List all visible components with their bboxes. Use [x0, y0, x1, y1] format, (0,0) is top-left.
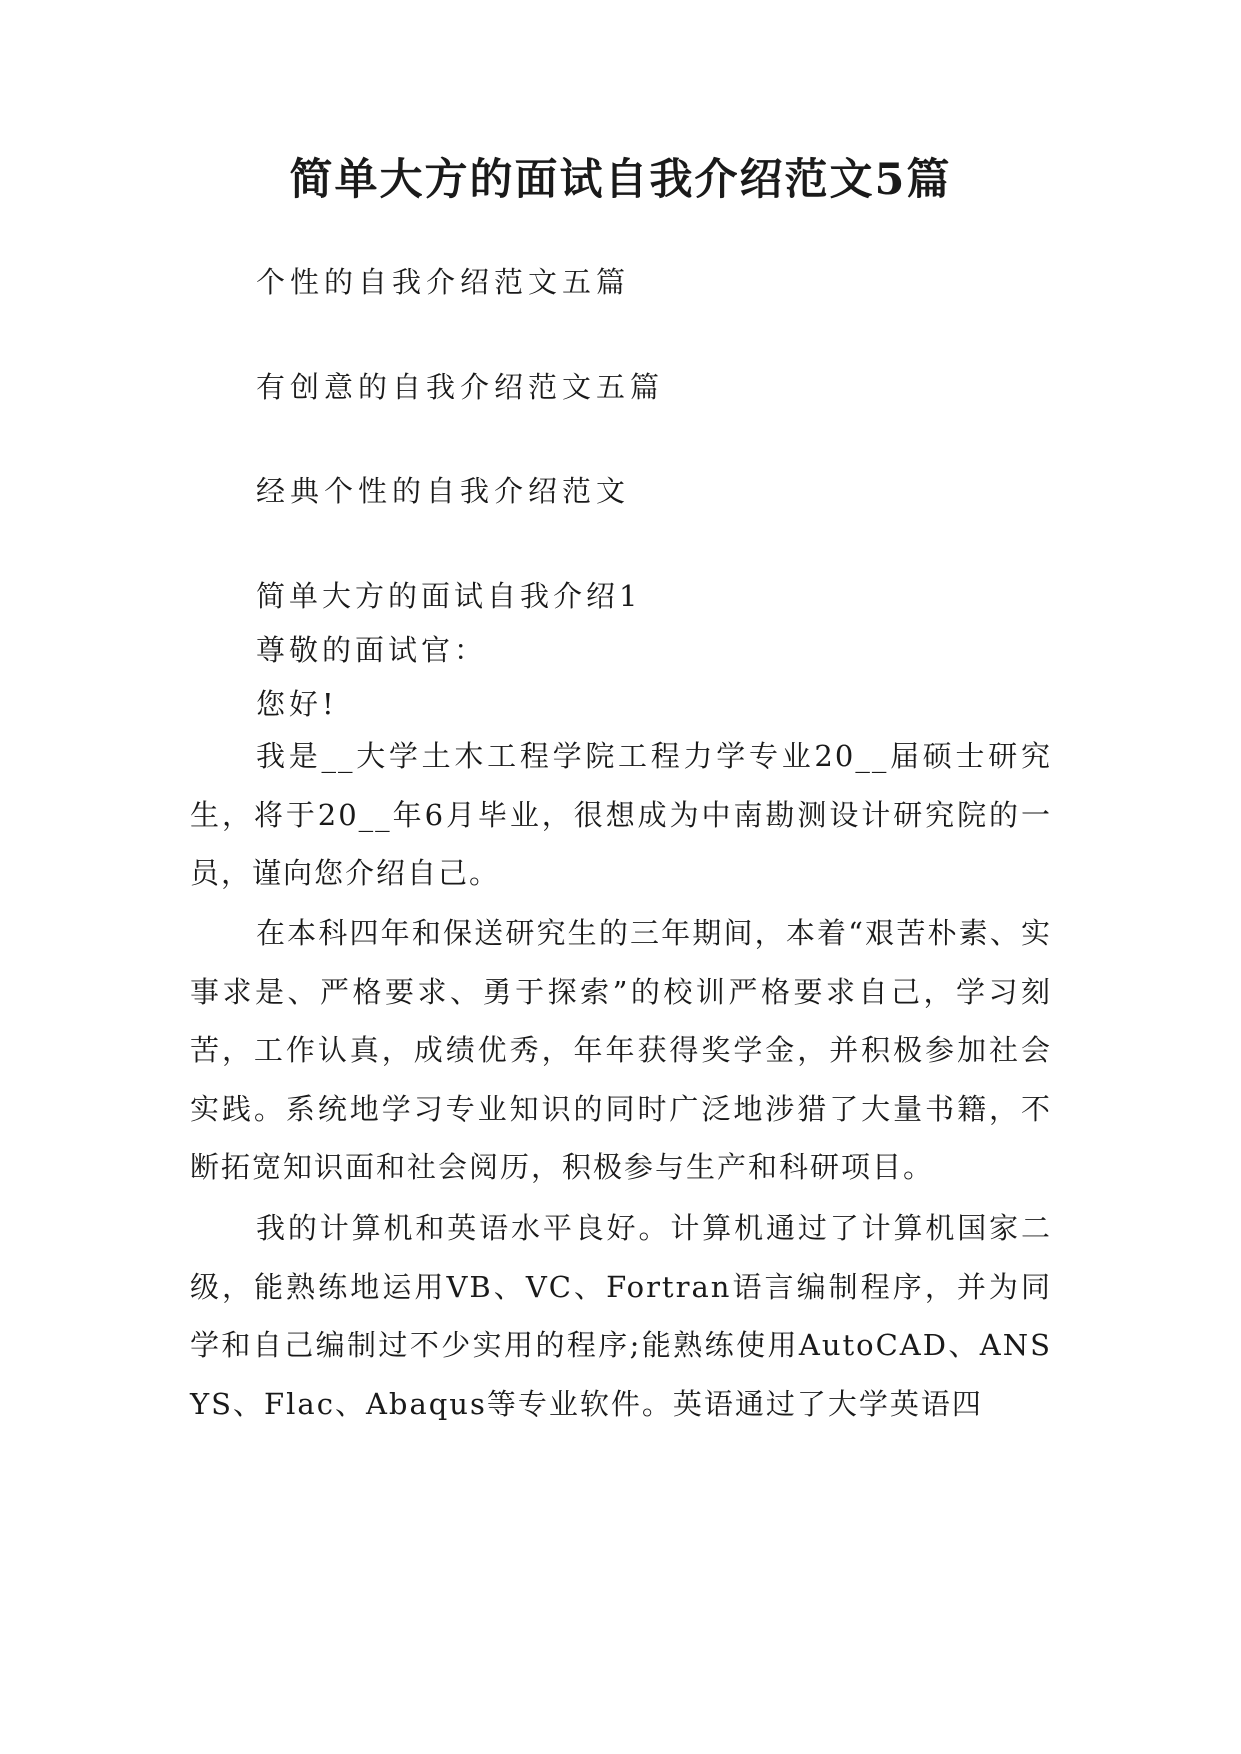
document-title: 简单大方的面试自我介绍范文5篇	[289, 155, 952, 205]
related-article-link[interactable]: 有创意的自我介绍范文五篇	[256, 370, 665, 404]
related-article-link[interactable]: 个性的自我介绍范文五篇	[256, 265, 631, 299]
greeting: 您好!	[256, 687, 338, 721]
section-heading: 简单大方的面试自我介绍1	[256, 579, 642, 613]
related-article-link[interactable]: 经典个性的自我介绍范文	[256, 474, 631, 508]
paragraph: 我是__大学土木工程学院工程力学专业20__届硕士研究生，将于20__年6月毕业，很想成为中南勘测设计研究院的一员，谨向您介绍自己。	[190, 739, 1052, 890]
salutation: 尊敬的面试官：	[256, 633, 488, 667]
paragraph: 在本科四年和保送研究生的三年期间，本着“艰苦朴素、实事求是、严格要求、勇于探索”的校训严格要求自己，学习刻苦，工作认真，成绩优秀，年年获得奖学金，并积极参加社会实践。系统地学习专业知识的同时广泛地涉猎了大量书籍，不断拓宽知识面和社会阅历，积极参与生产和科研项目。	[190, 916, 1052, 1184]
paragraph: 我的计算机和英语水平良好。计算机通过了计算机国家二级，能熟练地运用VB、VC、Fortran语言编制程序，并为同学和自己编制过不少实用的程序;能熟练使用AutoCAD、ANSYS、Flac、Abaqus等专业软件。英语通过了大学英语四	[190, 1211, 1052, 1421]
